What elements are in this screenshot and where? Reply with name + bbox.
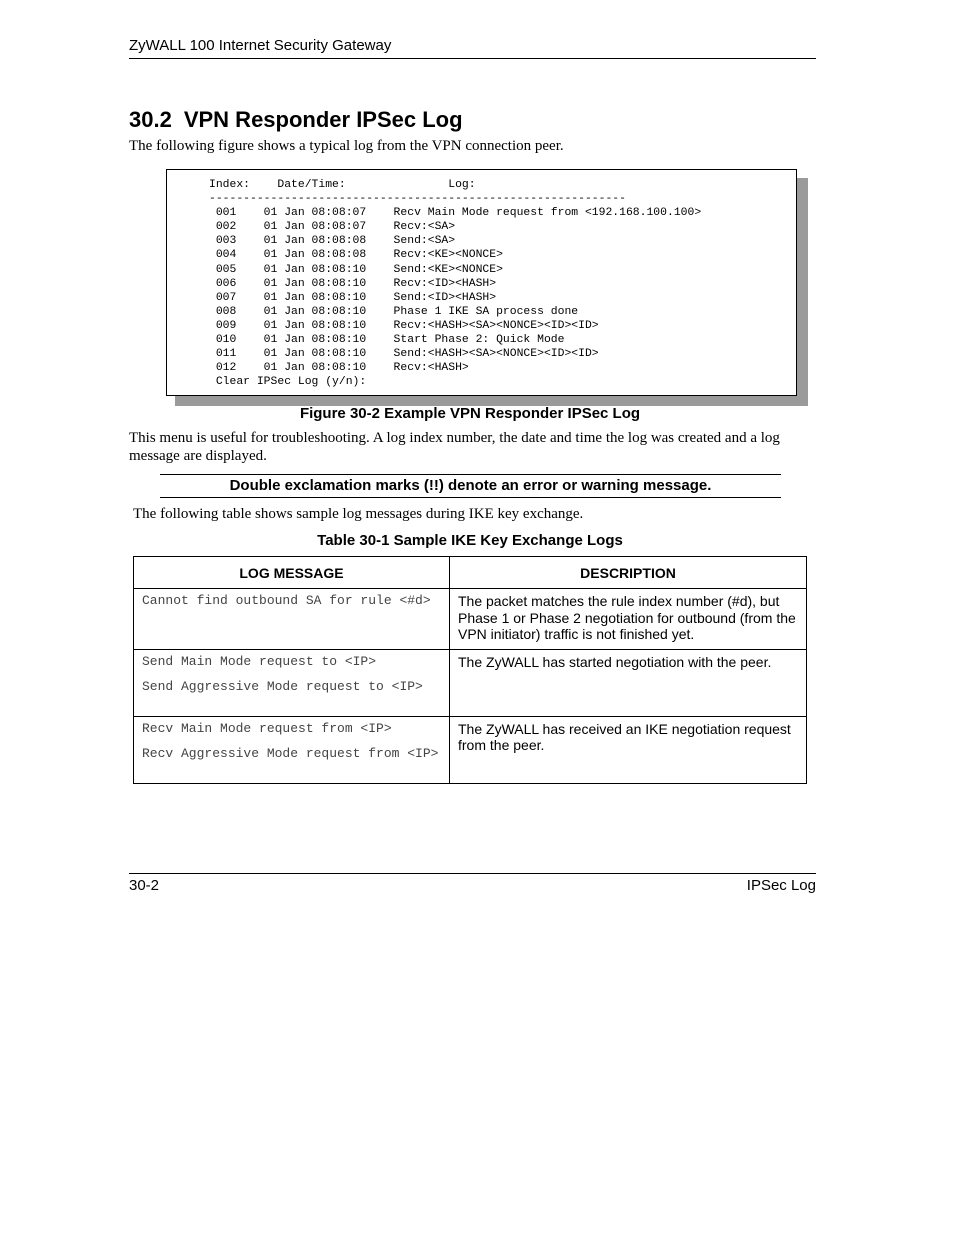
- body-paragraph: This menu is useful for troubleshooting. A log index number, the date and time the log was created and a log message are displayed.: [129, 430, 780, 464]
- description-cell: The ZyWALL has started negotiation with the peer.: [450, 649, 807, 716]
- log-message: Cannot find outbound SA for rule <#d>: [142, 593, 431, 608]
- table-row: [134, 649, 807, 716]
- section-number: 30.2: [129, 107, 172, 132]
- page-footer: [129, 873, 816, 894]
- table-caption: Table 30-1 Sample IKE Key Exchange Logs: [317, 532, 623, 549]
- log-message: Send Aggressive Mode request to <IP>: [142, 678, 423, 694]
- footer-page-number: 30-2: [129, 877, 160, 894]
- log-message-cell: [134, 649, 450, 716]
- ike-log-table: [133, 556, 807, 784]
- intro-text: The following figure shows a typical log from the VPN connection peer.: [129, 138, 564, 154]
- log-message: Recv Aggressive Mode request from <IP>: [142, 745, 439, 761]
- log-message: Recv Main Mode request from <IP>: [142, 720, 392, 736]
- header-title: ZyWALL 100 Internet Security Gateway: [129, 37, 392, 54]
- description-cell: The packet matches the rule index number (#d), but Phase 1 or Phase 2 negotiation for outbound (from the VPN initiator) traffic is not finished yet.: [450, 589, 807, 650]
- section-title: [129, 107, 463, 133]
- table-header-row: [134, 557, 807, 589]
- figure-caption: Figure 30-2 Example VPN Responder IPSec Log: [299, 405, 641, 422]
- note-box: Double exclamation marks (!!) denote an error or warning message.: [160, 474, 781, 498]
- column-header-description: DESCRIPTION: [450, 557, 807, 589]
- console-log-text: Index: Date/Time: Log: ------------------------------------------------------------- 001 01 Jan 08:08:07 Recv Main Mode request from <192.168.100.100> 002 01 Jan 08:08:07 Recv:<SA> 003 01 Jan 08:08:08 Send:<SA> 004 01 Jan 08:08:08 Recv:<KE><NONCE> 005 01 Jan 08:08:10 Send:<KE><NONCE> 006 01 Jan 08:08:10 Recv:<ID><HASH> 007 01 Jan 08:08:10 Send:<ID><HASH> 008 01 Jan 08:08:10 Phase 1 IKE SA process done 009 01 Jan 08:08:10 Recv:<HASH><SA><NONCE><ID><ID> 010 01 Jan 08:08:10 Start Phase 2: Quick Mode 011 01 Jan 08:08:10 Send:<HASH><SA><NONCE><ID><ID> 012 01 Jan 08:08:10 Recv:<HASH> Clear IPSec Log (y/n):: [209, 179, 702, 389]
- footer-chapter: IPSec Log: [746, 877, 816, 894]
- page-header: [129, 37, 816, 59]
- table-row: [134, 589, 807, 650]
- log-message-cell: [134, 716, 450, 783]
- log-message: Send Main Mode request to <IP>: [142, 653, 377, 669]
- description-cell: The ZyWALL has received an IKE negotiation request from the peer.: [450, 716, 807, 783]
- log-message-cell: [134, 589, 450, 650]
- column-header-log-message: LOG MESSAGE: [134, 557, 450, 589]
- table-row: [134, 716, 807, 783]
- section-title-text: VPN Responder IPSec Log: [183, 107, 463, 132]
- console-screen: [166, 169, 797, 396]
- table-intro: The following table shows sample log messages during IKE key exchange.: [133, 506, 584, 522]
